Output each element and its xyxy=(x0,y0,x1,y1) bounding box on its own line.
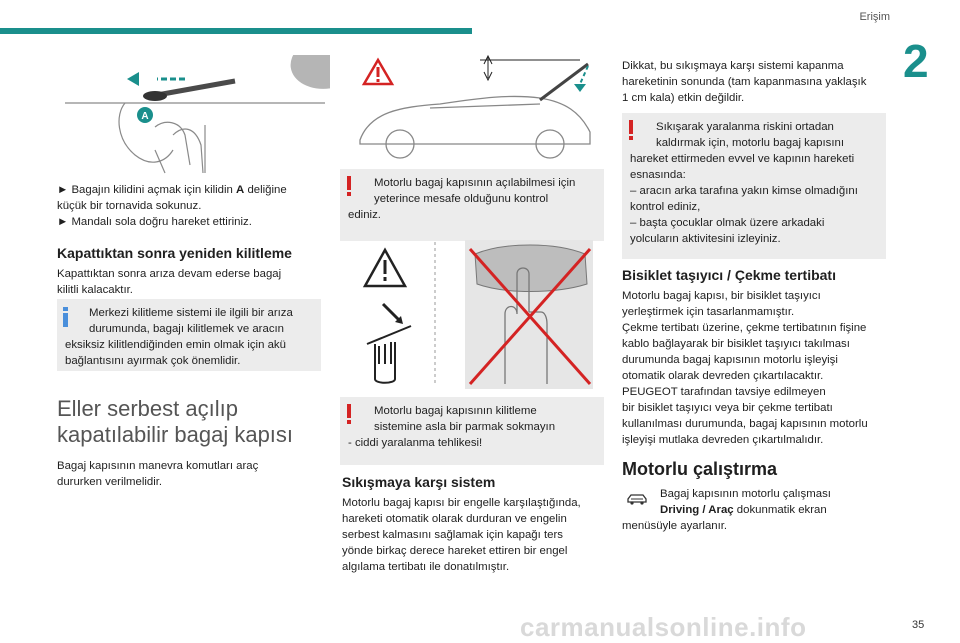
bike-line: işleyişi mutlaka devreden çıkartılmalıdır. xyxy=(622,434,824,446)
warning-line: Motorlu bagaj kapısının kilitleme xyxy=(374,405,537,417)
bike-line: Çekme tertibatı üzerine, çekme tertibatının fişine xyxy=(622,322,867,334)
col3-intro xyxy=(622,58,897,106)
motor-line: Bagaj kapısının motorlu çalışması xyxy=(660,488,831,500)
callout-a-label: A xyxy=(141,111,149,122)
warning-icon xyxy=(347,176,351,190)
warning-line: hareket ettirmeden evvel ve kapının hareketi xyxy=(630,153,855,165)
bike-line: Motorlu bagaj kapısı, bir bisiklet taşıyıcı xyxy=(622,290,821,302)
warning-line: esnasında: xyxy=(630,169,686,181)
warning-note-clearance xyxy=(340,169,604,241)
bike-carrier-heading: Bisiklet taşıyıcı / Çekme tertibatı xyxy=(622,267,836,283)
note-line: Merkezi kilitleme sistemi ile ilgili bir arıza xyxy=(89,307,293,319)
bike-line: durumunda bagaj kapısının motorlu işleyişi xyxy=(622,354,838,366)
warning-line: ediniz. xyxy=(348,209,381,221)
anti-pinch-line: algılama tertibatı ile donatılmıştır. xyxy=(342,561,510,573)
left-arrow-icon xyxy=(127,72,139,86)
col1-relock-section xyxy=(57,244,327,298)
col3-intro-line: Dikkat, bu sıkışmaya karşı sistemi kapanma xyxy=(622,60,844,72)
relock-heading: Kapattıktan sonra yeniden kilitleme xyxy=(57,245,292,261)
bike-line: kullanılması durumunda, bagaj kapısının motorlu xyxy=(622,418,868,430)
anti-pinch-section xyxy=(342,473,612,575)
step-2: ► Mandalı sola doğru hareket ettiriniz. xyxy=(57,216,252,228)
bike-line: kablo bağlayarak bir bisiklet taşıyıcı takılması xyxy=(622,338,850,350)
screwdriver-handle xyxy=(287,55,330,93)
warning-icon xyxy=(629,120,633,134)
warning-line: yolcuların aktivitesini izleyiniz. xyxy=(630,233,781,245)
note-line: eksiksiz kilitlendiğinden emin olmak için akü xyxy=(65,339,286,351)
info-note xyxy=(57,299,321,371)
warning-line: Motorlu bagaj kapısının açılabilmesi için xyxy=(374,177,576,189)
section-title: Erişim xyxy=(859,11,890,23)
info-icon xyxy=(63,307,68,311)
warning-line: - ciddi yaralanma tehlikesi! xyxy=(348,437,483,449)
bike-line: yerleştirmek için tasarlanmamıştır. xyxy=(622,306,795,318)
motor-line: Driving / Araç dokunmatik ekran xyxy=(660,504,827,516)
handsfree-para-line: Bagaj kapısının manevra komutları araç xyxy=(57,460,259,472)
finger-pinch-illustration xyxy=(355,234,605,389)
handsfree-heading-line2: kapatılabilir bagaj kapısı xyxy=(57,422,294,447)
motor-line: menüsüyle ayarlanır. xyxy=(622,520,728,532)
anti-pinch-line: serbest kalmasını sağlamak için kapağı ters xyxy=(342,529,563,541)
motor-operation-section xyxy=(622,458,897,534)
relock-para-line: kilitli kalacaktır. xyxy=(57,284,133,296)
warning-icon xyxy=(347,404,351,418)
col3-intro-line: 1 cm kala) etkin değildir. xyxy=(622,92,745,104)
bike-line: bir bisiklet taşıyıcı veya bir çekme tertibatı xyxy=(622,402,833,414)
warning-line: – aracın arka tarafına yakın kimse olmadığını xyxy=(630,185,858,197)
watermark: carmanualsonline.info xyxy=(520,612,807,642)
relock-para-line: Kapattıktan sonra arıza devam ederse bagaj xyxy=(57,268,282,280)
chapter-number: 2 xyxy=(903,35,929,87)
warning-line: kaldırmak için, motorlu bagaj kapısını xyxy=(656,137,845,149)
anti-pinch-line: yönde birkaç derece hareket ettiren bir engel xyxy=(342,545,568,557)
warning-line: yeterince mesafe olduğunu kontrol xyxy=(374,193,549,205)
warning-line: kontrol ediniz, xyxy=(630,201,701,213)
warning-note-finger xyxy=(340,397,604,465)
bike-carrier-section xyxy=(622,266,897,448)
warning-line: sistemine asla bir parmak sokmayın xyxy=(374,421,556,433)
handsfree-para-line: dururken verilmelidir. xyxy=(57,476,163,488)
col3-intro-line: hareketinin sonunda (tam kapanmasına yaklaşık xyxy=(622,76,867,88)
car-icon xyxy=(626,492,648,506)
warning-line: – başta çocuklar olmak üzere arkadaki xyxy=(630,217,825,229)
warning-note-pinch xyxy=(622,113,886,259)
bike-line: otomatik olarak devreden çıkartılacaktır. xyxy=(622,370,824,382)
header-accent-bar xyxy=(0,28,472,34)
note-line: bağlantısını ayırmak çok önemlidir. xyxy=(65,355,241,367)
handsfree-heading-line1: Eller serbest açılıp xyxy=(57,396,238,421)
note-line: durumunda, bagajı kilitlemek ve aracın xyxy=(89,323,285,335)
hand-icon xyxy=(367,326,411,383)
page-number: 35 xyxy=(912,619,925,631)
tailgate-clearance-illustration xyxy=(340,52,600,164)
anti-pinch-heading: Sıkışmaya karşı sistem xyxy=(342,474,496,490)
lock-screwdriver-illustration xyxy=(55,55,330,180)
anti-pinch-line: hareketi otomatik olarak durduran ve engelin xyxy=(342,513,567,525)
bike-line: PEUGEOT tarafından tavsiye edilmeyen xyxy=(622,386,826,398)
warning-line: Sıkışarak yaralanma riskini ortadan xyxy=(656,121,834,133)
down-arrow-icon xyxy=(574,84,586,92)
step-1: ► Bagajın kilidini açmak için kilidin A deliğine küçük bir tornavida sokunuz. xyxy=(57,184,287,212)
motor-operation-heading: Motorlu çalıştırma xyxy=(622,459,778,479)
col1-text xyxy=(57,182,327,230)
handsfree-section xyxy=(57,396,327,490)
anti-pinch-line: Motorlu bagaj kapısı bir engelle karşılaştığında, xyxy=(342,497,581,509)
